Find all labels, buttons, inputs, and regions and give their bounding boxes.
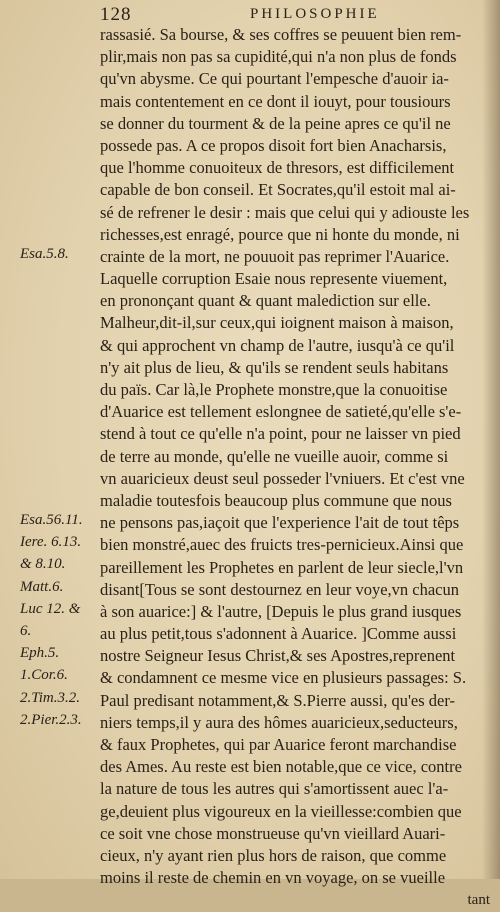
- text-line: nostre Seigneur Iesus Christ,& ses Apostres,reprenent: [100, 646, 456, 666]
- gutter-shadow: [482, 0, 500, 879]
- margin-note: Esa.56.11.: [20, 512, 83, 528]
- text-line: Malheur,dit-il,sur ceux,qui ioignent maison à maison,: [100, 313, 454, 333]
- text-line: Paul predisant notamment,& S.Pierre aussi, qu'es der-: [100, 690, 456, 710]
- text-line: & faux Prophetes, qui par Auarice feront marchandise: [100, 735, 457, 754]
- text-line: cieux, n'y ayant rien plus hors de raison, que comme: [100, 845, 447, 865]
- margin-note: Luc 12. &: [20, 601, 81, 617]
- margin-note: Matt.6.: [20, 579, 64, 595]
- text-line: & qui approchent vn champ de l'autre, iusqu'à ce qu'il: [100, 335, 455, 355]
- catchword: tant: [467, 892, 490, 909]
- text-line: Laquelle corruption Esaie nous represente viuement,: [100, 269, 448, 289]
- text-line: mais contentement en ce dont il iouyt, pour tousiours: [100, 91, 451, 111]
- text-line: pareillement les Prophetes en parlent de leur siecle,l'vn: [100, 557, 464, 577]
- text-line: de terre au monde, qu'elle ne vueille auoir, comme si: [100, 446, 449, 466]
- text-line: au plus petit,tous s'adonnent à Auarice. ]Comme aussi: [100, 624, 457, 644]
- text-line: stend à tout ce qu'elle n'a point, pour ne laisser vn pied: [100, 424, 461, 444]
- text-line: moins il reste de chemin en vn voyage, on se vueille: [100, 868, 446, 888]
- page-number: 128: [100, 4, 132, 25]
- margin-note: 6.: [20, 623, 32, 639]
- text-line: niers temps,il y aura des hômes auaricieux,seducteurs,: [100, 712, 458, 732]
- text-line: richesses,est enragé, pource que ni honte du monde, ni: [100, 224, 460, 244]
- text-line: qu'vn abysme. Ce qui pourtant l'empesche d'auoir ia-: [100, 69, 449, 89]
- text-line: maladie toutesfois beaucoup plus commune que nous: [100, 490, 452, 510]
- text-line: que l'homme conuoiteux de thresors, est difficilement: [100, 158, 455, 178]
- text-line: bien monstré,auec des fruicts tres-pernicieux.Ainsi que: [100, 535, 464, 555]
- body-text: [100, 24, 490, 912]
- text-line: se donner du tourment & de la peine apres ce qu'il ne: [100, 113, 451, 133]
- text-line: possede pas. A ce propos disoit fort bien Anacharsis,: [100, 135, 447, 155]
- text-line: plir,mais non pas sa cupidité,qui n'a non plus de fonds: [100, 47, 457, 67]
- text-line: en prononçant quant & quant malediction sur elle.: [100, 291, 431, 311]
- text-line: ge,deuient plus vigoureux en la vieillesse:combien que: [100, 801, 462, 821]
- text-line: rassasié. Sa bourse, & ses coffres se peuuent bien rem-: [100, 25, 462, 44]
- margin-note: Eph.5.: [20, 645, 60, 661]
- text-line: vn auaricieux deust seul posseder l'vniuers. Et c'est vne: [100, 468, 465, 488]
- text-line: sé de refrener le desir : mais que celui qui y adiouste les: [100, 202, 470, 222]
- text-line: & condamnent ce mesme vice en plusieurs passages: S.: [100, 668, 467, 688]
- text-line: disant[Tous se sont destournez en leur voye,vn chacun: [100, 579, 459, 599]
- margin-note: & 8.10.: [20, 556, 66, 572]
- text-line: ce soit vne chose monstrueuse qu'vn vieillard Auari-: [100, 823, 446, 843]
- running-head: PHILOSOPHIE: [250, 6, 380, 22]
- text-line: du païs. Car là,le Prophete monstre,que la conuoitise: [100, 380, 448, 399]
- page-header: [100, 4, 490, 24]
- margin-note: Esa.5.8.: [20, 246, 69, 262]
- text-line: la nature de tous les autres qui s'amortissent auec l'a-: [100, 779, 449, 799]
- text-line: d'Auarice est tellement eslongnee de satieté,qu'elle s'e-: [100, 402, 462, 422]
- text-line: à son auarice:] & l'autre, [Depuis le plus grand iusques: [100, 601, 462, 621]
- margin-note: 1.Cor.6.: [20, 667, 68, 683]
- text-line: des Ames. Au reste est bien notable,que ce vice, contre: [100, 757, 462, 777]
- margin-note: 2.Pier.2.3.: [20, 712, 82, 728]
- text-line: ne pensons pas,iaçoit que l'experience l'ait de tout têps: [100, 513, 460, 533]
- margin-note: Iere. 6.13.: [20, 534, 82, 550]
- text-line: capable de bon conseil. Et Socrates,qu'il estoit mal ai-: [100, 180, 456, 200]
- margin-note: 2.Tim.3.2.: [20, 690, 81, 706]
- text-line: crainte de la mort, ne pouuoit pas reprimer l'Auarice.: [100, 246, 450, 266]
- text-line: n'y ait plus de lieu, & qu'ils se rendent seuls habitans: [100, 357, 449, 377]
